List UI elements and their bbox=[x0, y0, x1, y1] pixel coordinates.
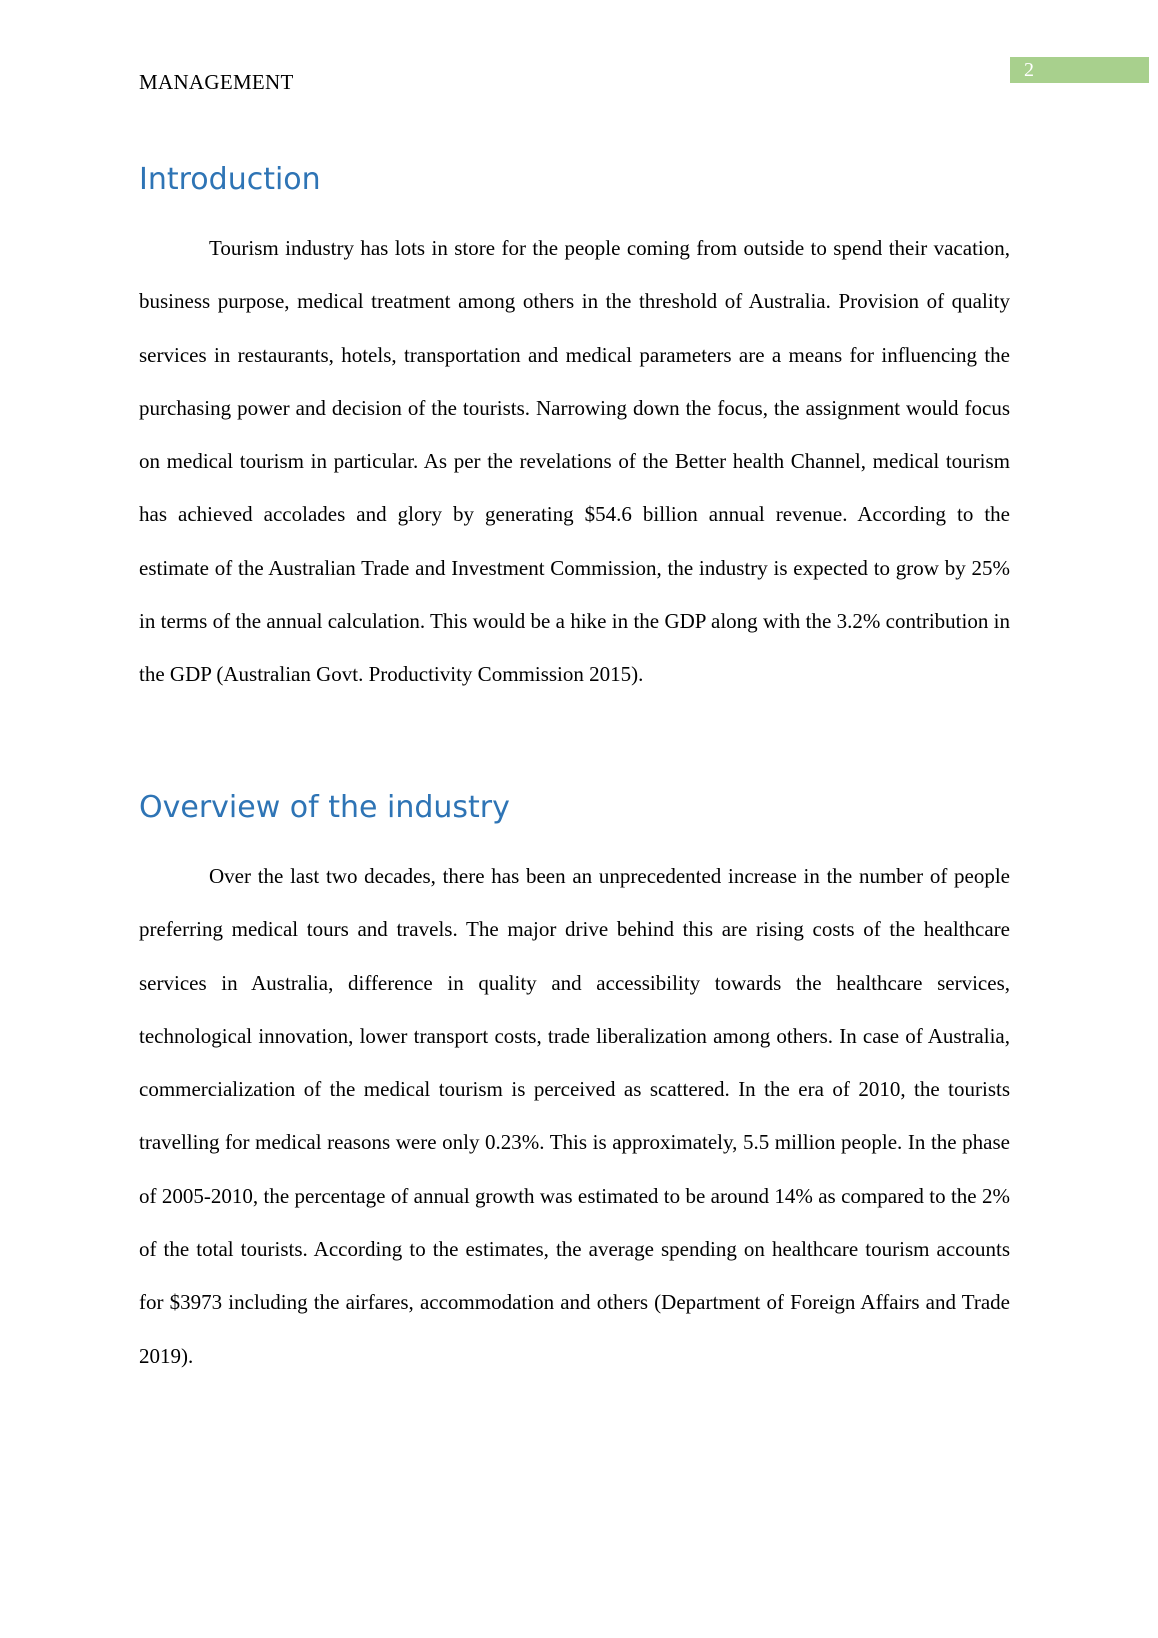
running-head: MANAGEMENT bbox=[139, 70, 294, 94]
page-number: 2 bbox=[1010, 57, 1149, 83]
section-heading-introduction: Introduction bbox=[139, 162, 321, 197]
section-paragraph-introduction: Tourism industry has lots in store for the people coming from outside to spend their vacation, business purpose, medical treatment among others in the threshold of Australia. Provision of quality services in restaurants, hotels, transportation and medical parameters are a means for influencing the purchasing power and decision of the tourists. Narrowing down the focus, the assignment would focus on medical tourism in particular. As per the revelations of the Better health Channel, medical tourism has achieved accolades and glory by generating $54.6 billion annual revenue. According to the estimate of the Australian Trade and Investment Commission, the industry is expected to grow by 25% in terms of the annual calculation. This would be a hike in the GDP along with the 3.2% contribution in the GDP (Australian Govt. Productivity Commission 2015). bbox=[139, 236, 1010, 687]
section-paragraph-overview: Over the last two decades, there has been an unprecedented increase in the number of people preferring medical tours and travels. The major drive behind this are rising costs of the healthcare services in Australia, difference in quality and accessibility towards the healthcare services, technological innovation, lower transport costs, trade liberalization among others. In case of Australia, commercialization of the medical tourism is perceived as scattered. In the era of 2010, the tourists travelling for medical reasons were only 0.23%. This is approximately, 5.5 million people. In the phase of 2005-2010, the percentage of annual growth was estimated to be around 14% as compared to the 2% of the total tourists. According to the estimates, the average spending on healthcare tourism accounts for $3973 including the airfares, accommodation and others (Department of Foreign Affairs and Trade 2019). bbox=[139, 864, 1010, 1368]
section-heading-overview: Overview of the industry bbox=[139, 790, 510, 825]
